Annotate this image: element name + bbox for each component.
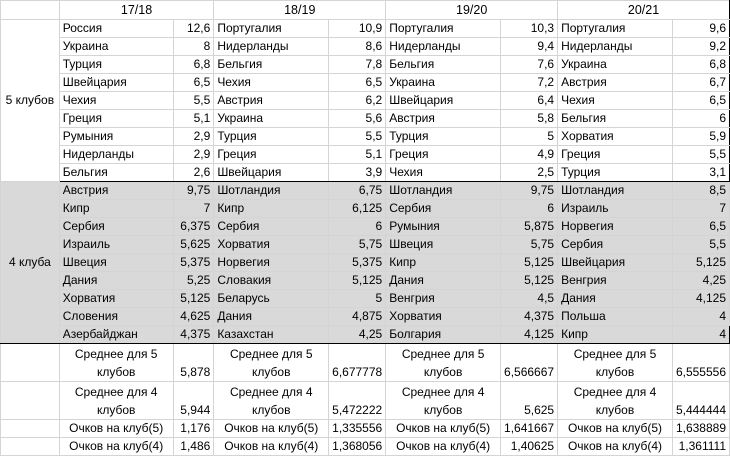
country-cell[interactable]: Швеция xyxy=(59,254,173,272)
coefficient-cell[interactable]: 10,3 xyxy=(501,20,558,38)
country-cell[interactable]: Норвегия xyxy=(214,254,329,272)
summary-value[interactable]: 1,638889 xyxy=(672,420,729,438)
summary-row xyxy=(1,420,730,438)
coefficient-cell[interactable]: 7,2 xyxy=(501,74,558,92)
coefficient-cell[interactable]: 5 xyxy=(501,128,558,146)
coefficient-cell[interactable]: 8 xyxy=(173,38,214,56)
coefficient-cell[interactable]: 7,6 xyxy=(501,56,558,74)
summary-value[interactable]: 5,472222 xyxy=(329,382,386,420)
coefficient-cell[interactable]: 4 xyxy=(672,308,729,326)
coefficient-cell[interactable]: 3,1 xyxy=(672,164,729,182)
country-cell[interactable]: Бельгия xyxy=(386,56,501,74)
group4-row xyxy=(1,272,730,290)
coefficient-cell[interactable]: 4,375 xyxy=(173,326,214,344)
summary-value[interactable]: 5,625 xyxy=(501,382,558,420)
group5-row xyxy=(1,20,730,38)
coefficient-cell[interactable]: 4,25 xyxy=(672,272,729,290)
country-cell[interactable]: Украина xyxy=(558,56,673,74)
country-cell[interactable]: Румыния xyxy=(59,128,173,146)
coefficient-cell[interactable]: 5,1 xyxy=(329,146,386,164)
coefficient-cell[interactable]: 7 xyxy=(672,200,729,218)
coefficient-cell[interactable]: 8,6 xyxy=(329,38,386,56)
country-cell[interactable]: Шотландия xyxy=(558,182,673,200)
country-cell[interactable]: Нидерланды xyxy=(386,38,501,56)
country-cell[interactable]: Россия xyxy=(59,20,173,38)
group4-row xyxy=(1,308,730,326)
summary-label[interactable]: Очков на клуб(4) xyxy=(214,438,329,456)
coefficient-cell[interactable]: 2,6 xyxy=(173,164,214,182)
group4-row xyxy=(1,236,730,254)
country-cell[interactable]: Кипр xyxy=(386,254,501,272)
country-cell[interactable]: Швеция xyxy=(386,236,501,254)
coefficient-cell[interactable]: 9,2 xyxy=(672,38,729,56)
country-cell[interactable]: Турция xyxy=(386,128,501,146)
country-cell[interactable]: Хорватия xyxy=(558,128,673,146)
coefficient-cell[interactable]: 5,5 xyxy=(173,92,214,110)
coefficient-cell[interactable]: 4,625 xyxy=(173,308,214,326)
season-header[interactable]: 19/20 xyxy=(386,1,558,20)
country-cell[interactable]: Кипр xyxy=(214,200,329,218)
coefficient-cell[interactable]: 9,75 xyxy=(173,182,214,200)
country-cell[interactable]: Чехия xyxy=(386,164,501,182)
coefficient-cell[interactable]: 6,125 xyxy=(329,200,386,218)
coefficient-cell[interactable]: 12,6 xyxy=(173,20,214,38)
country-cell[interactable]: Португалия xyxy=(386,20,501,38)
country-cell[interactable]: Австрия xyxy=(558,74,673,92)
group5-row xyxy=(1,56,730,74)
summary-label[interactable]: Очков на клуб(4) xyxy=(386,438,501,456)
country-cell[interactable]: Словакия xyxy=(214,272,329,290)
summary-label[interactable]: Среднее для 4 клубов xyxy=(214,382,329,420)
summary-value[interactable]: 1,361111 xyxy=(672,438,729,456)
country-cell[interactable]: Хорватия xyxy=(59,290,173,308)
coefficient-cell[interactable]: 6 xyxy=(329,218,386,236)
country-cell[interactable]: Украина xyxy=(59,38,173,56)
summary-label[interactable]: Очков на клуб(4) xyxy=(558,438,673,456)
coefficient-cell[interactable]: 5,75 xyxy=(501,236,558,254)
country-cell[interactable]: Бельгия xyxy=(558,110,673,128)
coefficient-cell[interactable]: 5,125 xyxy=(501,272,558,290)
country-cell[interactable]: Шотландия xyxy=(386,182,501,200)
coefficient-cell[interactable]: 4,25 xyxy=(329,326,386,344)
country-cell[interactable]: Бельгия xyxy=(59,164,173,182)
country-cell[interactable]: Австрия xyxy=(386,110,501,128)
country-cell[interactable]: Дания xyxy=(214,308,329,326)
coefficient-cell[interactable]: 6,8 xyxy=(672,56,729,74)
summary-value[interactable]: 6,677778 xyxy=(329,344,386,382)
coefficient-cell[interactable]: 6,375 xyxy=(173,218,214,236)
coefficient-cell[interactable]: 6,75 xyxy=(329,182,386,200)
country-cell[interactable]: Чехия xyxy=(214,74,329,92)
country-cell[interactable]: Кипр xyxy=(59,200,173,218)
country-cell[interactable]: Венгрия xyxy=(558,272,673,290)
coefficient-cell[interactable]: 6,5 xyxy=(672,218,729,236)
coefficient-cell[interactable]: 6,4 xyxy=(501,92,558,110)
coefficient-cell[interactable]: 4,375 xyxy=(501,308,558,326)
coefficient-cell[interactable]: 5,125 xyxy=(329,272,386,290)
group5-row xyxy=(1,146,730,164)
coefficient-cell[interactable]: 5,8 xyxy=(501,110,558,128)
country-cell[interactable]: Казахстан xyxy=(214,326,329,344)
country-cell[interactable]: Португалия xyxy=(214,20,329,38)
coefficient-cell[interactable]: 6,7 xyxy=(672,74,729,92)
summary-label[interactable]: Очков на клуб(5) xyxy=(558,420,673,438)
country-cell[interactable]: Сербия xyxy=(386,200,501,218)
corner-cell[interactable] xyxy=(1,1,60,20)
country-cell[interactable]: Болгария xyxy=(386,326,501,344)
coefficient-cell[interactable]: 6,8 xyxy=(173,56,214,74)
coefficient-cell[interactable]: 5,25 xyxy=(173,272,214,290)
coefficient-cell[interactable]: 4,9 xyxy=(501,146,558,164)
country-cell[interactable]: Греция xyxy=(558,146,673,164)
coefficient-cell[interactable]: 6,5 xyxy=(173,74,214,92)
summary-value[interactable]: 1,641667 xyxy=(501,420,558,438)
group4-row xyxy=(1,218,730,236)
country-cell[interactable]: Украина xyxy=(214,110,329,128)
empty-cell[interactable] xyxy=(1,382,60,420)
summary-value[interactable]: 1,335556 xyxy=(329,420,386,438)
group4-row xyxy=(1,182,730,200)
country-cell[interactable]: Дания xyxy=(59,272,173,290)
group5-row xyxy=(1,128,730,146)
coefficient-cell[interactable]: 7 xyxy=(173,200,214,218)
summary-label[interactable]: Среднее для 5 клубов xyxy=(558,344,673,382)
summary-value[interactable]: 1,486 xyxy=(173,438,214,456)
country-cell[interactable]: Швейцария xyxy=(558,254,673,272)
summary-row xyxy=(1,438,730,456)
country-cell[interactable]: Хорватия xyxy=(214,236,329,254)
coefficient-cell[interactable]: 2,5 xyxy=(501,164,558,182)
country-cell[interactable]: Швейцария xyxy=(59,74,173,92)
country-cell[interactable]: Сербия xyxy=(59,218,173,236)
summary-label[interactable]: Очков на клуб(5) xyxy=(386,420,501,438)
summary-label[interactable]: Среднее для 4 клубов xyxy=(386,382,501,420)
coefficient-cell[interactable]: 9,75 xyxy=(501,182,558,200)
coefficient-cell[interactable]: 5,125 xyxy=(501,254,558,272)
country-cell[interactable]: Турция xyxy=(59,56,173,74)
coefficient-cell[interactable]: 6 xyxy=(672,110,729,128)
group5-label[interactable]: 5 клубов xyxy=(1,20,60,182)
season-header[interactable]: 18/19 xyxy=(214,1,386,20)
country-cell[interactable]: Греция xyxy=(386,146,501,164)
coefficient-cell[interactable]: 6,2 xyxy=(329,92,386,110)
coefficient-cell[interactable]: 4,875 xyxy=(329,308,386,326)
summary-value[interactable]: 5,878 xyxy=(173,344,214,382)
summary-value[interactable]: 5,944 xyxy=(173,382,214,420)
group5-row xyxy=(1,110,730,128)
country-cell[interactable]: Бельгия xyxy=(214,56,329,74)
summary-value[interactable]: 1,176 xyxy=(173,420,214,438)
summary-value[interactable]: 5,444444 xyxy=(672,382,729,420)
summary-label[interactable]: Среднее для 4 клубов xyxy=(558,382,673,420)
coefficient-cell[interactable]: 6 xyxy=(501,200,558,218)
group4-row xyxy=(1,254,730,272)
country-cell[interactable]: Греция xyxy=(59,110,173,128)
summary-label[interactable]: Среднее для 5 клубов xyxy=(386,344,501,382)
coefficient-cell[interactable]: 4 xyxy=(672,326,729,344)
summary-label[interactable]: Среднее для 4 клубов xyxy=(59,382,173,420)
empty-cell[interactable] xyxy=(1,438,60,456)
coefficient-cell[interactable]: 2,9 xyxy=(173,128,214,146)
summary-label[interactable]: Среднее для 5 клубов xyxy=(59,344,173,382)
group4-label[interactable]: 4 клуба xyxy=(1,182,60,344)
country-cell[interactable]: Норвегия xyxy=(558,218,673,236)
coefficient-cell[interactable]: 5,5 xyxy=(329,128,386,146)
coefficient-cell[interactable]: 5,375 xyxy=(173,254,214,272)
group4-row xyxy=(1,290,730,308)
country-cell[interactable]: Дания xyxy=(386,272,501,290)
country-cell[interactable]: Нидерланды xyxy=(59,146,173,164)
coefficient-cell[interactable]: 5 xyxy=(329,290,386,308)
group4-row xyxy=(1,200,730,218)
coefficient-cell[interactable]: 5,5 xyxy=(672,236,729,254)
country-cell[interactable]: Польша xyxy=(558,308,673,326)
coefficient-cell[interactable]: 10,9 xyxy=(329,20,386,38)
summary-label[interactable]: Очков на клуб(5) xyxy=(59,420,173,438)
country-cell[interactable]: Хорватия xyxy=(386,308,501,326)
coefficient-cell[interactable]: 5,1 xyxy=(173,110,214,128)
country-cell[interactable]: Дания xyxy=(558,290,673,308)
coefficient-cell[interactable]: 4,125 xyxy=(501,326,558,344)
summary-value[interactable]: 6,555556 xyxy=(672,344,729,382)
country-cell[interactable]: Греция xyxy=(214,146,329,164)
group5-row xyxy=(1,74,730,92)
coefficient-cell[interactable]: 8,5 xyxy=(672,182,729,200)
coefficient-cell[interactable]: 4,125 xyxy=(672,290,729,308)
country-cell[interactable]: Сербия xyxy=(558,236,673,254)
group5-row xyxy=(1,164,730,182)
country-cell[interactable]: Азербайджан xyxy=(59,326,173,344)
empty-cell[interactable] xyxy=(1,420,60,438)
coefficient-cell[interactable]: 5,375 xyxy=(329,254,386,272)
coefficient-cell[interactable]: 4,5 xyxy=(501,290,558,308)
coefficient-cell[interactable]: 5,625 xyxy=(173,236,214,254)
coefficient-cell[interactable]: 9,4 xyxy=(501,38,558,56)
country-cell[interactable]: Словения xyxy=(59,308,173,326)
country-cell[interactable]: Украина xyxy=(386,74,501,92)
coefficient-cell[interactable]: 5,875 xyxy=(501,218,558,236)
group5-row xyxy=(1,38,730,56)
country-cell[interactable]: Беларусь xyxy=(214,290,329,308)
country-cell[interactable]: Португалия xyxy=(558,20,673,38)
coefficient-cell[interactable]: 5,75 xyxy=(329,236,386,254)
coefficient-cell[interactable]: 2,9 xyxy=(173,146,214,164)
coefficient-cell[interactable]: 5,5 xyxy=(672,146,729,164)
country-cell[interactable]: Румыния xyxy=(386,218,501,236)
country-cell[interactable]: Нидерланды xyxy=(214,38,329,56)
empty-cell[interactable] xyxy=(1,344,60,382)
group5-row xyxy=(1,92,730,110)
season-header-row xyxy=(1,1,730,20)
country-cell[interactable]: Австрия xyxy=(59,182,173,200)
country-cell[interactable]: Чехия xyxy=(59,92,173,110)
country-cell[interactable]: Сербия xyxy=(214,218,329,236)
country-cell[interactable]: Турция xyxy=(558,164,673,182)
coefficient-cell[interactable]: 7,8 xyxy=(329,56,386,74)
summary-value[interactable]: 1,40625 xyxy=(501,438,558,456)
coefficient-cell[interactable]: 5,9 xyxy=(672,128,729,146)
summary-value[interactable]: 1,368056 xyxy=(329,438,386,456)
country-cell[interactable]: Нидерланды xyxy=(558,38,673,56)
country-cell[interactable]: Кипр xyxy=(558,326,673,344)
country-cell[interactable]: Израиль xyxy=(558,200,673,218)
country-cell[interactable]: Израиль xyxy=(59,236,173,254)
coefficient-cell[interactable]: 6,5 xyxy=(329,74,386,92)
country-cell[interactable]: Шотландия xyxy=(214,182,329,200)
coefficient-cell[interactable]: 9,6 xyxy=(672,20,729,38)
summary-label[interactable]: Очков на клуб(4) xyxy=(59,438,173,456)
summary-row xyxy=(1,382,730,420)
summary-value[interactable]: 6,566667 xyxy=(501,344,558,382)
summary-label[interactable]: Очков на клуб(5) xyxy=(214,420,329,438)
season-header[interactable]: 17/18 xyxy=(59,1,214,20)
country-cell[interactable]: Турция xyxy=(214,128,329,146)
country-cell[interactable]: Швейцария xyxy=(386,92,501,110)
country-cell[interactable]: Венгрия xyxy=(386,290,501,308)
coefficient-cell[interactable]: 3,9 xyxy=(329,164,386,182)
coefficient-cell[interactable]: 5,125 xyxy=(672,254,729,272)
group4-row xyxy=(1,326,730,344)
country-cell[interactable]: Швейцария xyxy=(214,164,329,182)
summary-row xyxy=(1,344,730,382)
coefficient-cell[interactable]: 5,125 xyxy=(173,290,214,308)
country-cell[interactable]: Австрия xyxy=(214,92,329,110)
country-cell[interactable]: Чехия xyxy=(558,92,673,110)
summary-label[interactable]: Среднее для 5 клубов xyxy=(214,344,329,382)
table-body xyxy=(1,1,730,456)
season-header[interactable]: 20/21 xyxy=(558,1,730,20)
coefficient-cell[interactable]: 5,6 xyxy=(329,110,386,128)
coefficient-cell[interactable]: 6,5 xyxy=(672,92,729,110)
